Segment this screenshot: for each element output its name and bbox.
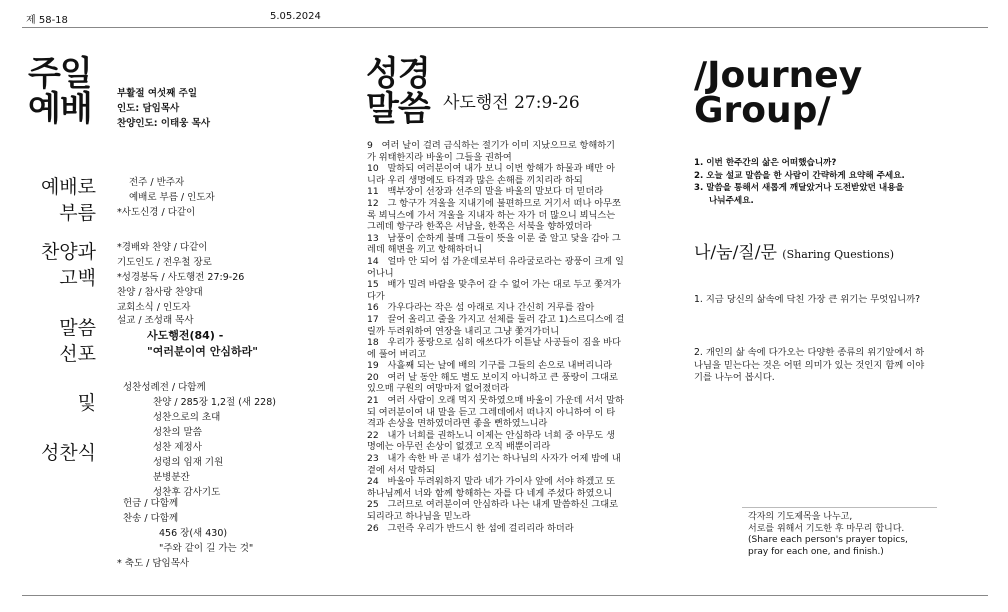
communion-list (123, 395, 276, 500)
verse-line: 9 여러 날이 걸려 금식하는 절기가 이미 지났으므로 항해하기 (367, 140, 616, 151)
verse-line: 12 그 항구가 겨울을 지내기에 불편하므로 거기서 떠나 아무쪼 (367, 197, 621, 209)
communion-item: 분병분잔 (153, 472, 190, 483)
verse-line: 13 남풍이 순하게 불매 그들이 뜻을 이룬 줄 알고 닻을 감아 그 (367, 232, 621, 244)
verse-line: 레데 해변을 끼고 항해하더니 (367, 244, 483, 256)
section-label-line: 선포 (59, 343, 96, 365)
communion-item: 성찬 제정사 (153, 442, 202, 453)
program-item: 찬양 / 참사랑 찬양대 (117, 287, 203, 298)
section-label-line: 부름 (59, 202, 96, 224)
program-item: *경배와 찬양 / 다같이 (117, 242, 208, 253)
benediction: * 축도 / 담임목사 (117, 558, 190, 569)
scripture-title-line1: 성경 (366, 54, 430, 94)
verse-line: 격과 손상을 면하였더라면 좋을 뻔하였느니라 (367, 418, 548, 430)
verse-line: 에 풀어 버리고 (367, 348, 427, 360)
verse-line: 되 여러분이여 내 말을 듣고 그레데에서 떠나지 아니하여 이 타 (367, 406, 616, 418)
service-info (117, 86, 210, 131)
sermon-subtitle: "여러분이여 안심하라" (147, 345, 258, 358)
communion-item: 성찬후 감사기도 (153, 487, 221, 498)
verse-line: 니라 우리 생명에도 타격과 많은 손해를 끼치리라 하되 (367, 174, 583, 186)
bottom-divider (22, 595, 988, 596)
verse-line: 23 내가 속한 바 곧 내가 섬기는 하나님의 사자가 어제 밤에 내 (367, 453, 621, 465)
program-sermon-block (117, 313, 258, 360)
program-item: *성경봉독 / 사도행전 27:9-26 (117, 272, 245, 283)
verse-line: 18 우리가 풍랑으로 심히 애쓰다가 이튿날 사공들이 짐을 바다 (367, 337, 621, 349)
scripture-title-line2: 말씀 (366, 89, 430, 129)
program-item: 기도인도 / 전우철 장로 (117, 257, 212, 268)
section-label-line: 예배로 (40, 176, 96, 198)
prayer-line: 각자의 기도제목을 나누고, (748, 512, 853, 522)
program-item: 헌금 / 다함께 (123, 498, 179, 509)
sharing-question-2 (694, 347, 964, 385)
service-info-line: 찬양인도: 이태웅 목사 (117, 118, 211, 129)
verse-line: 10 말하되 여러분이여 내가 보니 이번 항해가 하물과 배만 아 (367, 163, 615, 175)
section-label-word (6, 315, 96, 367)
service-info-line: 부활절 여섯째 주일 (117, 88, 198, 99)
service-title-line1: 주일 (28, 54, 92, 94)
scripture-title (366, 54, 430, 129)
verse-line: 가 위태한지라 바울이 그들을 권하여 (367, 151, 512, 163)
prayer-line: pray for each one, and finish.) (748, 546, 884, 557)
communion-item: 찬양 / 285장 1,2절 (새 228) (153, 397, 276, 408)
verse-line: 21 여러 사람이 오래 먹지 못하였으매 바울이 가운데 서서 말하 (367, 395, 624, 407)
verse-line: 14 얼마 안 되어 섬 가운데로부터 유라굴로라는 광풍이 크게 일 (367, 255, 624, 267)
program-call-block (117, 175, 215, 220)
verse-line: 20 여러 날 동안 해도 별도 보이지 아니하고 큰 풍랑이 그대로 (367, 371, 618, 383)
sharing-question-1: 1. 지금 당신의 삶속에 닥친 가장 큰 위기는 무엇입니까? (694, 294, 921, 305)
verse-line: 26 그런즉 우리가 반드시 한 섬에 걸리리라 하더라 (367, 522, 574, 534)
sharing-question-line: 기를 나누어 봅시다. (694, 372, 775, 383)
service-info-line: 인도: 담임목사 (117, 103, 180, 114)
journey-title (694, 55, 863, 131)
program-item: 교회소식 / 인도자 (117, 302, 191, 313)
verse-line: 15 배가 밀려 바람을 맞추어 갈 수 없어 가는 대로 두고 쫓겨가 (367, 279, 621, 291)
program-item: *사도신경 / 다같이 (117, 207, 196, 218)
section-label-line: 찬양과 (40, 241, 96, 263)
communion-heading: 성찬성례전 / 다함께 (123, 382, 206, 393)
sharing-question-line: 나님을 믿는다는 것은 어떤 의미가 있는 것인지 함께 이야 (694, 359, 925, 371)
program-closing-block (123, 496, 253, 556)
sharing-title-en: (Sharing Questions) (782, 248, 894, 261)
issue-number: 제 58-18 (26, 15, 68, 26)
sharing-heading (694, 238, 894, 263)
program-item: 전주 / 반주자 (129, 177, 185, 188)
section-label-line: 말씀 (59, 317, 96, 339)
prayer-line: 서로를 위해서 기도한 후 마무리 합니다. (748, 523, 905, 534)
verse-line: 16 가우다라는 작은 섬 아래로 지나 간신히 거루를 잡아 (367, 302, 595, 314)
verse-line: 19 사흘째 되는 날에 배의 기구를 그들의 손으로 내버리니라 (367, 360, 613, 372)
verse-line: 어나니 (367, 267, 394, 279)
journey-question: 나눠주세요. (694, 195, 754, 206)
prayer-note (748, 512, 948, 558)
section-label-worship (6, 174, 96, 226)
verse-line: 22 내가 너희를 권하노니 이제는 안심하라 너희 중 아무도 생 (367, 429, 615, 441)
scripture-verses (367, 140, 639, 534)
bulletin-date: 5.05.2024 (270, 11, 321, 22)
verse-line: 릴까 두려워하여 연장을 내리고 그냥 쫓겨가더니 (367, 325, 560, 337)
journey-question: 1. 이번 한주간의 삶은 어떠했습니까? (694, 158, 837, 168)
sharing-question-line: 2. 개인의 삶 속에 다가오는 다양한 종류의 위기앞에서 하 (694, 347, 925, 358)
journey-title-line2: Group/ (694, 90, 831, 131)
verse-line: 24 바울아 두려워하지 말라 네가 가이사 앞에 서야 하겠고 또 (367, 476, 615, 488)
section-label-and: 및 (77, 392, 96, 414)
sermon-label: 설교 / 조성래 목사 (117, 315, 194, 326)
top-divider (22, 27, 988, 28)
scripture-reference: 사도행전 27:9-26 (443, 93, 580, 113)
verse-line: 17 끌어 올리고 줄을 가지고 선체를 둘러 감고 1)스르디스에 걸 (367, 313, 625, 325)
journey-questions (694, 157, 984, 207)
hymn-number: 456 장(새 430) (159, 528, 228, 539)
verse-line: 곁에 서서 말하되 (367, 464, 435, 476)
program-communion-block (123, 380, 276, 500)
verse-line: 25 그러므로 여러분이여 안심하라 나는 내게 말씀하신 그대로 (367, 499, 618, 511)
prayer-line: (Share each person's prayer topics, (748, 535, 908, 545)
program-praise-block (117, 240, 244, 315)
verse-line: 록 뵈닉스에 가서 겨울을 지내자 하는 자가 더 많으니 뵈닉스는 (367, 209, 616, 221)
section-label-line: 고백 (59, 267, 96, 289)
service-title (28, 54, 92, 129)
verse-line: 있으매 구원의 여망마저 없어졌더라 (367, 383, 509, 395)
verse-line: 11 백부장이 선장과 선주의 말을 바울의 말보다 더 믿더라 (367, 186, 604, 198)
verse-line: 되리라고 하나님을 믿노라 (367, 511, 471, 522)
program-item: 찬송 / 다함께 (123, 513, 179, 524)
verse-line: 하나님께서 너와 함께 항해하는 자를 다 네게 주셨다 하였으니 (367, 487, 613, 499)
hymn-title: "주와 같이 길 가는 것" (159, 543, 254, 554)
section-label-communion: 성찬식 (40, 442, 96, 464)
prayer-divider (742, 507, 937, 508)
journey-question: 2. 오늘 설교 말씀을 한 사람이 간략하게 요약해 주세요. (694, 170, 905, 181)
communion-item: 성찬으로의 초대 (153, 412, 221, 423)
sharing-title: 나/눔/질/문 (694, 243, 777, 263)
program-item: 예배로 부름 / 인도자 (129, 192, 215, 203)
communion-item: 성령의 임재 기원 (153, 457, 224, 468)
section-label-praise (6, 239, 96, 291)
verse-line: 명에는 아무런 손상이 없겠고 오직 배뿐이리라 (367, 441, 551, 453)
communion-item: 성찬의 말씀 (153, 427, 202, 438)
journey-title-line1: /Journey (694, 55, 863, 96)
verse-line: 다가 (367, 290, 385, 302)
verse-line: 그레데 항구라 한쪽은 서남을, 한쪽은 서북을 향하였더라 (367, 221, 592, 233)
sermon-title: 사도행전(84) - (147, 329, 224, 342)
service-title-line2: 예배 (28, 89, 92, 129)
journey-question: 3. 말씀을 통해서 새롭게 깨달았거나 도전받았던 내용을 (694, 183, 904, 193)
